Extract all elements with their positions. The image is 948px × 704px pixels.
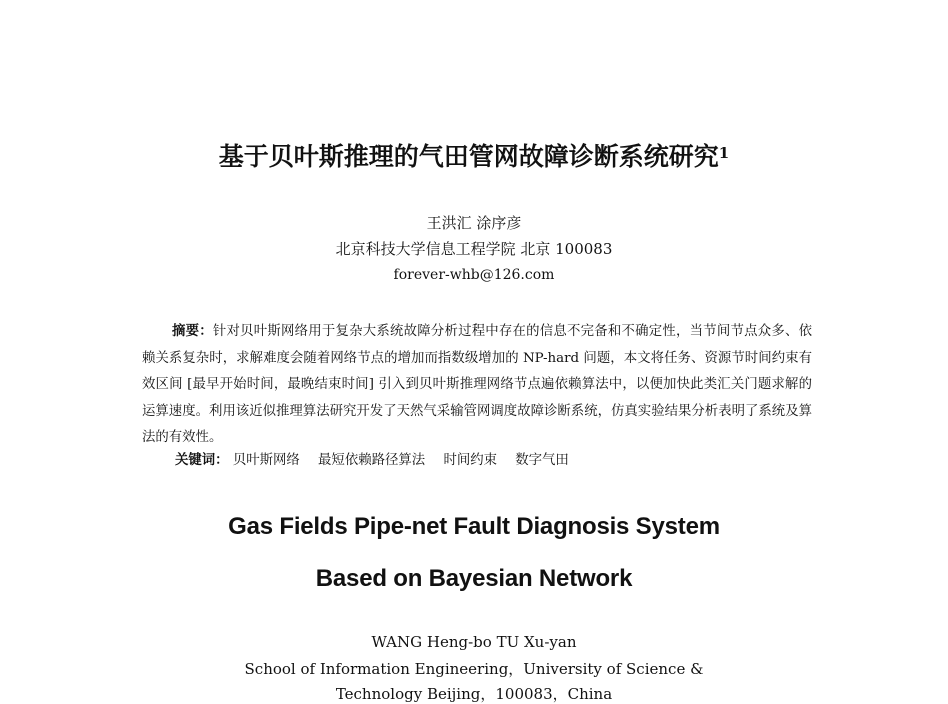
abstract-text: 针对贝叶斯网络用于复杂大系统故障分析过程中存在的信息不完备和不确定性，当节间节点众多、依赖关系复杂时，求解难度会随着网络节点的增加而指数级增加的 NP-hard 问题，本文将任务、资源节时间约束有效区间 [最早开始时间，最晚结束时间] 引入到贝叶斯推理网络节点遍依赖算法中，以便加快此类汇关门题求解的运算速度。利用该近似推理算法研究开发了天然气采输管网调度故障诊断系统，仿真实验结果分析表明了系统及算法的有效性。 xyxy=(142,324,813,445)
english-title-line-1: Gas Fields Pipe-net Fault Diagnosis System xyxy=(228,513,720,540)
chinese-title-text: 基于贝叶斯推理的气田管网故障诊断系统研究 xyxy=(218,142,719,171)
author-email: forever-whb@126.com xyxy=(393,267,555,283)
chinese-affiliation: 北京科技大学信息工程学院 北京 100083 xyxy=(335,240,613,258)
keyword: 数字气田 xyxy=(515,453,569,468)
abstract-label: 摘要： xyxy=(172,323,213,339)
title-footnote-marker: 1 xyxy=(718,144,730,162)
chinese-keywords xyxy=(175,450,815,471)
keyword: 贝叶斯网络 xyxy=(232,453,300,468)
english-affiliation-line-1: School of Information Engineering，University of Science & xyxy=(244,660,704,678)
english-affiliation-line-2: Technology Beijing，100083，China xyxy=(335,685,613,703)
chinese-authors: 王洪汇 涂序彦 xyxy=(426,214,522,232)
english-authors: WANG Heng-bo TU Xu-yan xyxy=(371,633,577,651)
keyword: 时间约束 xyxy=(443,453,497,468)
keyword: 最短依赖路径算法 xyxy=(318,453,426,468)
chinese-title xyxy=(140,140,808,174)
keywords-label: 关键词： xyxy=(175,452,229,468)
english-title-line-2: Based on Bayesian Network xyxy=(315,565,633,592)
chinese-abstract xyxy=(142,318,812,452)
